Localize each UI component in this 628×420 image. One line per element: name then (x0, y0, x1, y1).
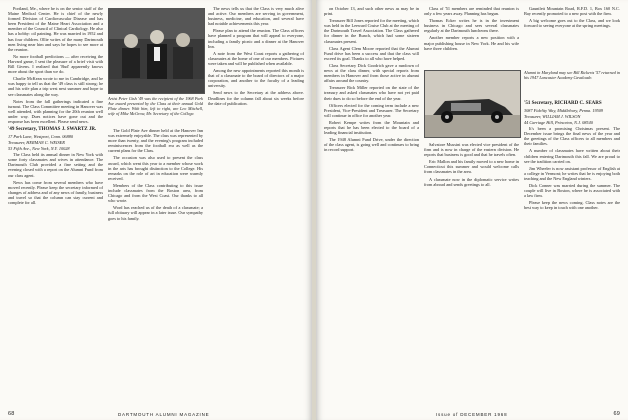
treasurer-name: Treasurer, WILLIAM J. WILSON (524, 113, 581, 119)
left-column-2 (108, 128, 203, 406)
class-year-heading (524, 101, 620, 107)
secretary-name: Secretary, THOMAS J. SWARTZ JR. (15, 127, 97, 133)
treasurer-address: 53 Fifth Ave., New York, N.Y. 10028 (8, 146, 70, 152)
paragraph: Class Secretary Dick Goodrich gave a rundown of news at the class dinner, with special reports from members in Hanover and from those active in alumni affairs around the country. (324, 62, 419, 84)
paragraph: The 1948 Alumni Fund Drive, under the direction of the class agent, is going well and continues to bring in record support. (324, 137, 419, 153)
right-column-2-bottom (424, 142, 519, 406)
secretary-address: 17 Park Lane, Westport, Conn. 06880 (8, 133, 74, 139)
secretary-name: Secretary, RICHARD C. SEARS (531, 101, 602, 106)
photo-people-illustration (109, 9, 204, 93)
paragraph: Send news to the Secretary at the address above. Deadlines for the column fall about six weeks before the date of publication. (208, 90, 304, 106)
footer-title: DARTMOUTH ALUMNI MAGAZINE (118, 412, 210, 417)
left-page (0, 0, 312, 420)
paragraph: Salvatore Mussini was elected vice president of the firm and is now in charge of the eastern division. He reports that business is good and that he travels often. (424, 142, 519, 158)
paragraph: Dick Conner was married during the summer. The couple will live in Boston, where he is associated with a law firm. (524, 183, 620, 199)
paragraph: Charlie McKean wrote to me in Cambridge, and he was happy to tell us that the '49 class is still strong; he and his wife plan a trip west next summer and hope to see classmates along the way. (8, 76, 103, 97)
class-year: '49 (8, 127, 15, 133)
paragraph: Members of the Class contributing to this issue include classmates from the Boston area, from Chicago and from the West Coast. Our thanks to all who wrote. (108, 182, 203, 204)
page-number: 68 (8, 411, 15, 417)
paragraph: Word has reached us of the death of a classmate; a full obituary will appear in a later issue. Our sympathy goes to his family. (108, 205, 203, 221)
paragraph: The occasion was also used to present the class award, which went this year to a member whose work in the arts has brought distinction to the College. His remarks on the role of art in education were warmly received. (108, 155, 203, 181)
paragraph: Thomas Ecker writes he is in the investment business in Chicago and sees several classmates regularly at the Dartmouth luncheons there. (424, 18, 519, 34)
paragraph: Eric Mallon and his family moved to a new home in Connecticut this summer and would welcome calls from classmates in the area. (424, 159, 519, 175)
footer-issue: Issue of DECEMBER 1968 (436, 412, 508, 417)
paragraph: on October 13, and such other news as may be in print. (324, 6, 419, 17)
class-year: '51 (524, 101, 531, 106)
paragraph: The Class held its annual dinner in New York with some forty classmates and wives in attendance. The Dartmouth Club provided a fine setting and the evening closed with a report on the Alumni Fund from our class agent. (8, 152, 103, 178)
left-column-1 (8, 6, 103, 406)
paragraph: Portland, Me., where he is on the senior staff of the Maine Medical Center. He is chief of the newly formed Division of Cardiovascular Disease and has been President of the Maine Heart Association and a member of the Council of Clinical Cardiology. He also has a hobby: oil painting. He was married in 1952 and has four children. Ollie writes of the many Dartmouth men living near him and says he hopes to see more at the reunion. (8, 6, 103, 52)
secretary-address: 3087 Fidelity Way, Middlebury, Penna. 19509 (524, 107, 604, 113)
treasurer-name: Treasurer, HERMAN C. WEISER (8, 139, 65, 145)
car-photo (424, 70, 521, 138)
paragraph: Robert Kempe writes from the Mountain and reports that he has been elected to the board of a leading financial institution. (324, 119, 419, 136)
paragraph: A note from the West Coast reports a gathering of classmates at the home of one of our members. Pictures were taken and will be published when available. (208, 50, 304, 66)
page-number: 69 (613, 411, 620, 417)
left-column-3 (208, 6, 304, 406)
paragraph: A number of classmates have written about their children entering Dartmouth this fall. We are proud to see the tradition carried on. (524, 148, 620, 164)
paragraph: It's been a promising Christmas present. The December issue brings the final news of the year and the greetings of the Class officers to all members and their families. (524, 126, 620, 147)
paragraph: Another member reports a new position with a major publishing house in New York. He and his wife have three children. (424, 35, 519, 51)
paragraph: No more football predictions — after receiving the Harvard game, I sent the pleasure of a brief visit with Bill Givens. I realized that 'Bud' apparently knows more about the sport than we do. (8, 53, 103, 75)
class-photo (108, 8, 205, 94)
paragraph: Officers elected for the coming term include a new President, Vice-President and Treasurer. The Secretary will continue in office for another year. (324, 102, 419, 118)
paragraph: The news tells us that the Class is very much alive and active. Our members are serving in government, business, medicine, and education, and several have had notable achievements this year. (208, 6, 304, 27)
paragraph: A classmate now in the diplomatic service writes from abroad and sends greetings to all. (424, 176, 519, 187)
paragraph: Please keep the news coming. Class notes are the best way to keep in touch with one another. (524, 200, 620, 211)
paragraph: Treasurer Rick Miller reported on the state of the treasury and asked classmates who have not yet paid their dues to do so before the end of the year. (324, 85, 419, 101)
paragraph: Among the new appointments reported this month is that of a classmate to the board of directors of a major corporation, and another to the faculty of a leading university. (208, 68, 304, 89)
right-page (316, 0, 628, 420)
paragraph: News has come from several members who have moved recently. Please keep the secretary informed of changes of address and of any news of family, business and travel so that the column can stay current and complete for all. (8, 179, 103, 205)
car-photo-caption: Alumni in Maryland may see Bill Rickerts '57 returned in his 1947 Lancaster Academy Cavalcade. (524, 70, 620, 80)
treasurer-address: 44 Carriage Hill, Princeton, N.J. 08540 (524, 119, 593, 125)
photo-caption: Artist Peter Gish '49 was the recipient of the 1968 Park Ave award presented by the Class at their annual Gold Plate dinner. With him, left to right, are Leo Mitchell, wife of Mike McGrow, Mr. Secretary of the College. (108, 96, 203, 116)
paragraph: Notes from the fall gatherings indicated a fine turnout. The Class Committee meeting in Hanover was well attended, with planning for the 20th reunion well under way. Dues notices have gone out and the response has been excellent. Please send news. (8, 98, 103, 124)
paragraph: Gauntlett Mountain Road, R.F.D. 1, Box 160 N.C. Bay recently promoted to a new post with the firm. (524, 6, 620, 17)
right-column-3-top (524, 6, 620, 66)
paragraph: The Gold Plate Ave dinner held at the Hanover Inn was extremely enjoyable. The class was represented by more than twenty, and the evening's program included reminiscences from the football era as well as the current plans for the Class. (108, 128, 203, 154)
right-column-1 (324, 6, 419, 406)
paragraph: Class of '51 members are reminded that reunion is only a few years away. Planning has begun. (424, 6, 519, 17)
paragraph: Treasurer Bill Jones reported for the meeting, which was held in the Leeward Cruise Club at the meeting of the Dartmouth Travel Association. The Class gathered for dinner in the Bunch, which had some sixteen classmates present. (324, 18, 419, 44)
photo-car-illustration (425, 71, 520, 137)
paragraph: Please plan to attend the reunion. The Class officers have planned a program that will appeal to everyone, including a family picnic and a dinner at the Hanover Inn. (208, 28, 304, 49)
right-column-2-top (424, 6, 519, 66)
paragraph: Class Agent Clem Moore reported that the Alumni Fund drive has been a success and that the class will exceed its goal. Thanks to all who have helped. (324, 45, 419, 61)
paragraph: Jim Wheeler is now assistant professor of English at a college in Vermont; he writes that he is enjoying both teaching and the New England winters. (524, 165, 620, 181)
class-year-heading (8, 127, 103, 133)
right-column-3 (524, 98, 620, 406)
paragraph: A big welcome goes out to the Class, and we look forward to seeing everyone at the spring meetings. (524, 18, 620, 29)
